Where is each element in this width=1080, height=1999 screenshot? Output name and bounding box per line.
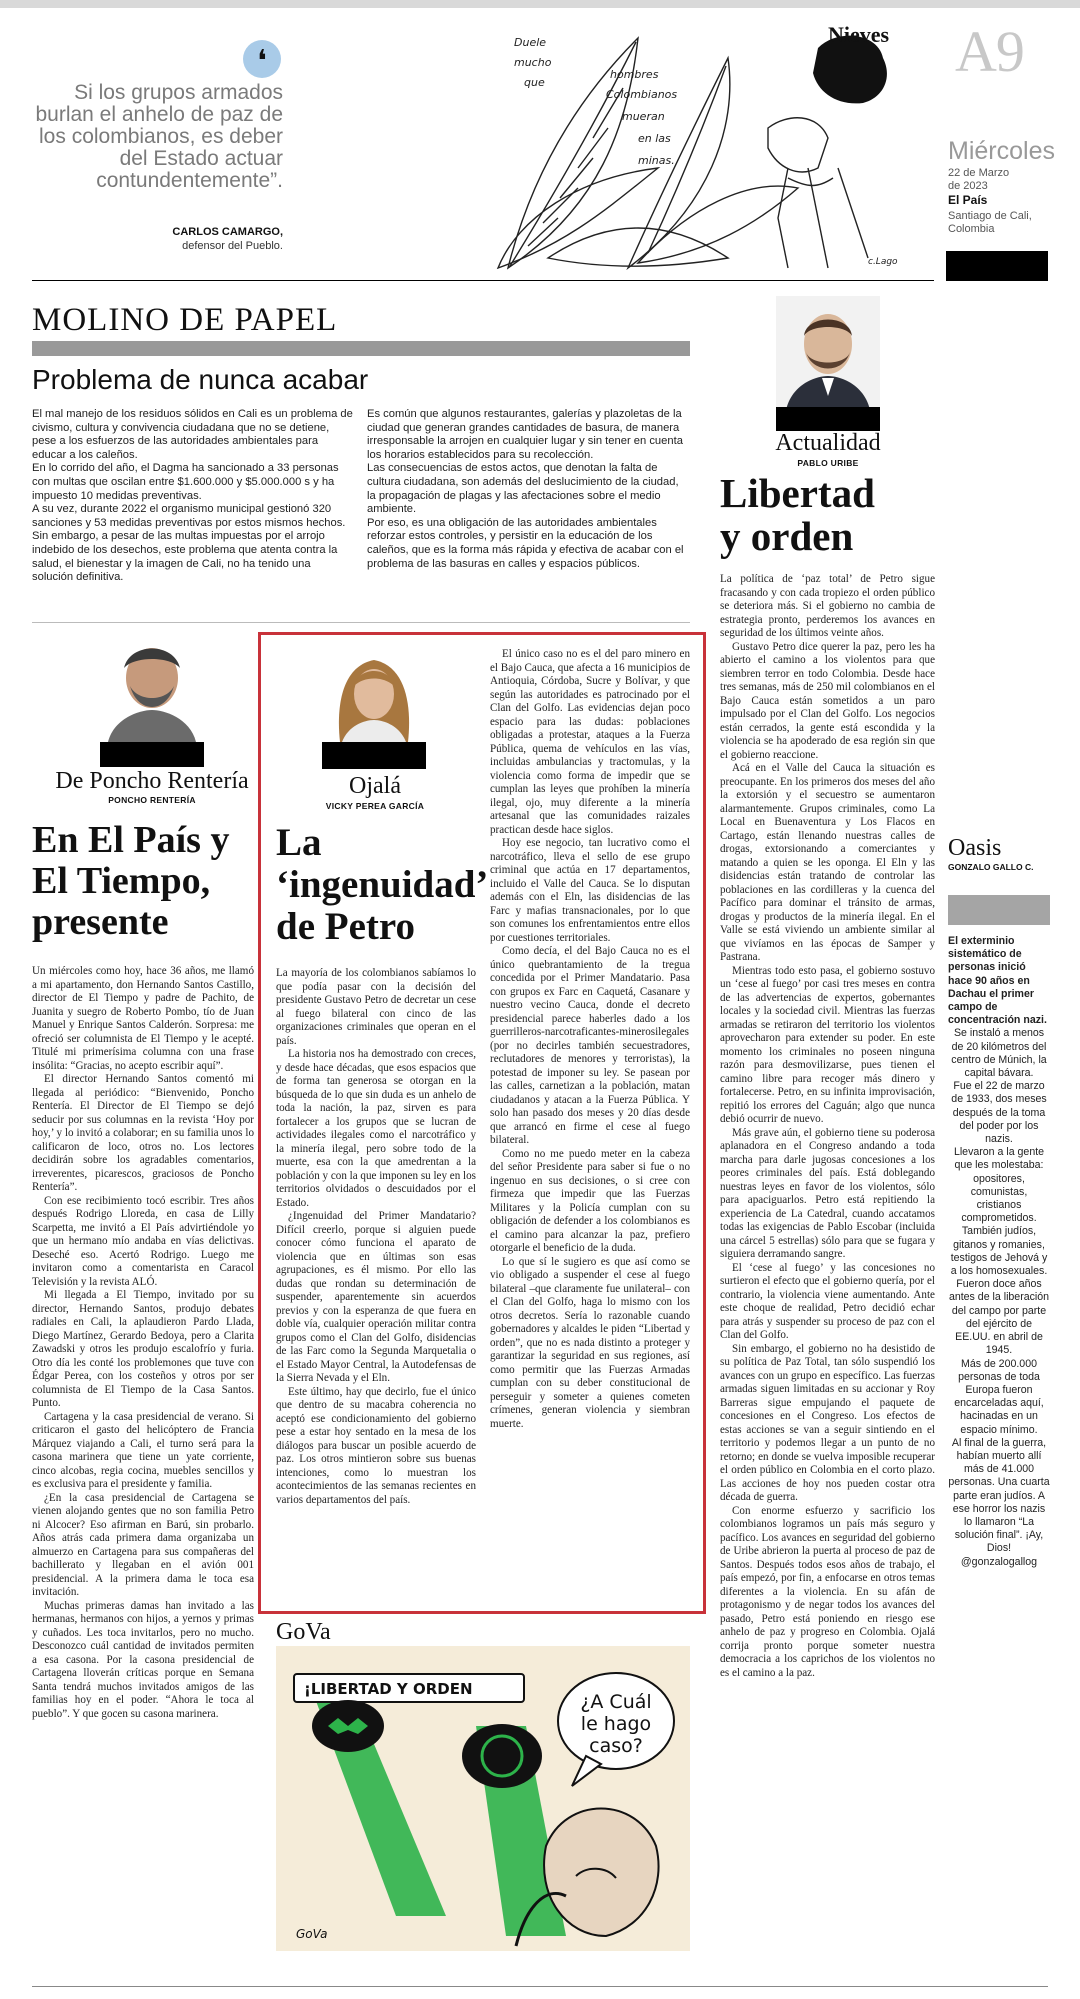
oasis-gray-bar xyxy=(948,895,1050,925)
issue-city: Santiago de Cali, xyxy=(948,210,1032,222)
cartoon-bubble-line3: caso? xyxy=(589,1735,643,1757)
cartoon-bubble-line1: ¿A Cuál xyxy=(580,1691,652,1713)
oasis-lead: El exterminio sistemático de personas inició hace 90 años en Dachau el primer campo de concentración nazi. xyxy=(948,935,1047,1027)
footer-rule xyxy=(32,1986,1048,1987)
author-photo-poncho xyxy=(100,632,204,742)
issue-day: Miércoles xyxy=(948,137,1055,165)
newspaper-name: El País xyxy=(948,193,988,207)
actualidad-p8: Con enorme esfuerzo y sacrificio los colombianos logramos un país más seguro y pacífico. Los avances en seguridad del gobierno de Uribe abrieron la puerta al proceso de paz de Santos. Después todos esos años de trabajo, el país empezó, por fin, a enfocarse en otros temas diferentes a la violencia. En su afán de protagonismo y de negar todos los avances del pasado, Petro está poniendo en riesgo ese anhelo de paz y progreso en Colombia. Ojalá corrija pronto porque someter nuestra democracia a los caprichos de los violentos no es el camino a la paz. xyxy=(720,1504,935,1679)
top-rule xyxy=(32,280,934,281)
editorial-col1-p2: En lo corrido del año, el Dagma ha sancionado a 33 personas con multas que oscilan entre $1.600.000 y $5.000.000 s y ha impuesto 10 medidas preventivas. xyxy=(32,462,339,502)
headline-poncho-line3: presente xyxy=(32,901,169,943)
headline-poncho-line1: En El País y xyxy=(32,819,230,861)
ojala-col2-p1: El único caso no es el del paro minero en el Bajo Cauca, que afecta a 16 municipios de Antioquia, Córdoba, Sucre y Bolívar, y que según las autoridades es patrocinado por el Clan del Golfo. Las evidencias dejan poco espacio para las dudas: poblaciones obligadas a protestar, ataques a la Fuerza Pública, quema de vehículos en las vías, incluidas ambulancias y tractomulas, y la violencia como forma de impedir que se cumplan las leyes que prohíben la minería ilegal, ojo, muy diferente a la minería artesanal que las comunidades raizales practican desde hace siglos. xyxy=(490,648,690,836)
cartoon-handwriting-4: hombres xyxy=(610,68,659,81)
section-title: MOLINO DE PAPEL xyxy=(32,302,338,338)
editorial-col2-p3: Por eso, es una obligación de las autoridades ambientales reforzar estos controles, y persistir en la educación de los caleños, que es la forma más rápida y efectiva de acabar con el problema de las basuras en calles y espacios públicos. xyxy=(367,516,684,570)
ojala-col2-p3: Como decía, el del Bajo Cauca no es el único quebrantamiento de la tregua concedida por el Primer Mandatario. Pasa con grupos ex Farc en Caquetá, Casanare y nuestro vecino Cauca, donde el decreto presidencial parece haberles dado a los guerrilleros-narcotraficantes-minerosilegales (por no decirles también secuestradores, reclutadores de menores y terroristas), la potestad de imponer su ley. Se pasean por las calles, carnetizan a la población, matan ciudadanos y atacan a la Fuerza Pública. Y solo han pasado dos meses y 20 días desde que arrancó en firme el cese al fuego bilateral. xyxy=(490,945,690,1146)
cartoon-handwriting-2: mucho xyxy=(514,56,552,69)
editorial-col2-p1: Es común que algunos restaurantes, galerías y plazoletas de la ciudad que generan grandes cantidades de basura, de manera irresponsable la arrojen en cualquier lugar y sin tener en cuenta los horarios establecidos para su recolección. xyxy=(367,408,683,461)
top-cartoon-illustration xyxy=(488,18,948,273)
poncho-p1: Un miércoles como hoy, hace 36 años, me llamó a mi apartamento, don Hernando Santos Castillo, director de El Tiempo y padre de Pachito, de Juanita y suegro de Roberto Pombo, tío de Juan Manuel y Enrique Santos Calderón. Sorpresa: me ofreció ser columnista de El Tiempo y le acepté. Titulé mi primerísima columna con una frase insólita: “Gracias, no acepto escribir aquí”. xyxy=(32,965,254,1072)
ojala-col2-p2: Hoy ese negocio, tan lucrativo como el narcotráfico, lleva el sello de ese grupo criminal que actúa en 17 departamentos, incluido el Valle del Cauca. Se lo disputan además con el Eln, las disidencias de las Farc y mafias transnacionales, por lo que son comunes los enfrentamientos entre ellos por cuestiones territoriales. xyxy=(490,837,690,944)
cartoon-banner: ¡LIBERTAD Y ORDEN xyxy=(304,1680,473,1698)
article-actualidad-body xyxy=(720,573,935,1680)
ojala-col2-p5: Lo que sí le sugiero es que así como se vio obligado a suspender el cese al fuego bilateral –que claramente fue unilateral– con el Clan del Golfo, haga lo mismo con los otros decretos. Sería lo razonable cuando gobernadores y alcaldes le piden “Libertad y orden”, que no es nada distinto a proteger y garantizar la seguridad en sus regiones, así como permitir que las Fuerzas Armadas cumplan con su deber constitucional de perseguir y someter a quienes cometen crímenes, generan violencia y siembran muerte. xyxy=(490,1255,690,1430)
byline-oasis: GONZALO GALLO C. xyxy=(948,862,1034,872)
quote-author: CARLOS CAMARGO, xyxy=(172,226,283,238)
photo-black-bar xyxy=(322,742,426,769)
photo-black-bar xyxy=(100,742,204,767)
editorial-bottom-rule xyxy=(32,622,690,623)
ojala-col2-p4: Como no me puedo meter en la cabeza del señor Presidente para saber si fue o no ingenuo en sus decisiones, o si cree con firmeza que impedir que las Fuerzas Militares y la Policía cumplan con su obligación de defender a los colombianos es el camino para alcanzar la paz, prefiero otorgarle el beneficio de la duda. xyxy=(490,1147,690,1254)
pull-quote: Si los grupos armados burlan el anhelo de paz de los colombianos, es deber del Estado actuar contundentemente”. xyxy=(35,81,283,192)
issue-country: Colombia xyxy=(948,223,995,235)
editorial-col2 xyxy=(367,408,690,571)
editorial-col1 xyxy=(32,408,354,585)
editorial-col2-p2: Las consecuencias de estos actos, que denotan la falta de cultura ciudadana, son además del deslucimiento de la ciudad, la propagación de plagas y las afectaciones sobre el medio ambiente. xyxy=(367,462,679,516)
gova-cartoon xyxy=(276,1646,690,1951)
cartoonist-name: Nieves xyxy=(828,22,890,47)
actualidad-p5: Más grave aún, el gobierno tiene su poderosa aplanadora en el Congreso andando a toda marcha para darle jugosas concesiones a los peores criminales del país. Está doblegando nuestras leyes en favor de los violentos, sólo para apaciguarlos. Petro está repitiendo la experiencia de La Catedral, cuando accatamos todas las exigencias de Pablo Escobar (incluida una cárcel 5 estrellas) sólo para que se fugara y siguiera derramando sangre. xyxy=(720,1126,935,1260)
column-name-ojala: Ojalá xyxy=(349,773,401,799)
issue-date-line2: de 2023 xyxy=(948,180,988,192)
headline-ojala-line1: La xyxy=(276,821,322,864)
cartoon-handwriting-5: Colombianos xyxy=(606,88,678,101)
oasis-p4: También judíos, gitanos y romanies, testigos de Jehová y a los homosexuales. xyxy=(950,1225,1048,1278)
ojala-col1-p2: La historia nos ha demostrado con creces, y desde hace décadas, que esos espacios que de forma tan generosa se otorgan en la búsqueda de lo que sin duda es un anhelo de toda la nación, la paz, sirven es para fortalecer a los grupos que se lucran de actividades ilegales como el narcotráfico y la minería ilegal, pero sobre todo de la muerte, esa con la que amedrentan a la población y con la que imponen su ley en los territorios olvidados o descuidados por el Estado. xyxy=(276,1048,476,1209)
cartoon-handwriting-7: en las xyxy=(638,132,671,145)
poncho-p7: Muchas primeras damas han invitado a las hermanas, hermanos con hijos, a yernos y primas y cuñados. Les toca invitarlos, pero no mucho. Desconozco cuál cantidad de invitados permiten a esa casona. Por la casona presidencial de Cartagena lloverán críticas porque en Semana Santa tendrá muchos invitados amigos de las familias hoy en el poder. “Ahora le toca al pueblo”. Y que gocen su casona marinera. xyxy=(32,1599,254,1720)
cartoon-handwriting-8: minas. xyxy=(638,154,675,167)
author-photo-vicky xyxy=(322,646,426,742)
oasis-p5: Fueron doce años antes de la liberación del campo por parte del ejército de EE.UU. en abril de 1945. xyxy=(948,1278,1050,1357)
headline-actualidad-line2: y orden xyxy=(720,513,854,559)
ojala-col1-p3: ¿Ingenuidad del Primer Mandatario? Difícil creerlo, porque si alguien puede conocer cómo funciona el aparato de violencia que en últimas son esas agrupaciones, es él mismo. Por ello las dudas que rondan su determinación de suspender, aparentemente sin acuerdos previos y con la esperanza de que fuera en doble vía, cualquier operación militar contra grupos como el Clan del Golfo, disidencias de las Farc como la Segunda Marquetalia o el Estado Mayor Central, la Autodefensas de la Sierra Nevada y el Eln. xyxy=(276,1210,476,1384)
poncho-p5: Cartagena y la casa presidencial de verano. Si criticaron el gasto del helicóptero de Francia Márquez viajando a Cali, el turno será para la casona marinera que tiene un yate corriente, cinco alcobas, regia cocina, muebles sencillos y es exclusiva para el presidente y familia. xyxy=(32,1410,254,1490)
cartoon-signature-gova: GoVa xyxy=(296,1927,328,1941)
column-name-actualidad: Actualidad xyxy=(775,430,881,456)
editorial-col1-p4: Sin embargo, a pesar de las multas impuestas por el arrojo indebido de los desechos, este problema que atenta contra la salud, el bienestar y la imagen de Cali, no ha tenido una solución definitiva. xyxy=(32,530,338,584)
editorial-col1-p3: A su vez, durante 2022 el organismo municipal gestionó 320 sanciones y 53 medidas preventivas por estos mismos hechos. xyxy=(32,503,346,529)
oasis-p1: Se instaló a menos de 20 kilómetros del centro de Múnich, la capital bávara. xyxy=(951,1027,1047,1080)
actualidad-p1: La política de ‘paz total’ de Petro sigue fracasando y con cada tropiezo el orden público se deteriora más. Si el gobierno no cambia de estrategia pronto, perderemos los avances en seguridad de los últimos veinte años. xyxy=(720,573,935,639)
column-name-oasis: Oasis xyxy=(948,835,1002,861)
cartoon-signature: c.Lago xyxy=(868,257,898,267)
oasis-p3: Llevaron a la gente que les molestaba: opositores, comunistas, cristianos comprometidos. xyxy=(953,1146,1045,1225)
cartoon-handwriting-6: mueran xyxy=(622,110,665,123)
quote-author-role: defensor del Pueblo. xyxy=(182,240,283,252)
oasis-p6: Más de 200.000 personas de toda Europa fueron encarceladas aquí, hacinadas en un espacio mínimo. xyxy=(954,1357,1044,1436)
page-number: A9 xyxy=(955,19,1024,84)
section-band xyxy=(32,341,690,356)
poncho-p4: Mi llegada a El Tiempo, invitado por su director, Hernando Santos, produjo debates radiales en Cali, la aplaudieron Pardo Llada, Diego Martínez, Gerardo Bedoya, pero a Clarita Zawadski y otros les produjo escalofrío y furia. Otro día les conté los problemones que tuve con Édgar Perea, con los costeños y otros por ser columnista de El Tiempo de la Casa Santos. Punto. xyxy=(32,1289,254,1409)
editorial-col1-p1: El mal manejo de los residuos sólidos en Cali es un problema de civismo, cultura y convivencia ciudadana que no se detiene, pese a los esfuerzos de las autoridades ambientales para educar a los caleños. xyxy=(32,408,353,461)
byline-poncho: PONCHO RENTERÍA xyxy=(108,795,196,805)
article-poncho-body xyxy=(32,965,254,1721)
article-ojala-col2 xyxy=(490,648,690,1431)
actualidad-p6: El ‘cese al fuego’ y las concesiones no surtieron el efecto que el gobierno quería, por el contrario, la violencia viene aumentando. Ante este choque de realidad, Petro decidió echar para atrás y suspender su proceso de paz con el Clan del Golfo. xyxy=(720,1261,935,1341)
byline-ojala: VICKY PEREA GARCÍA xyxy=(325,801,425,811)
info-black-bar xyxy=(946,251,1048,281)
actualidad-p3: Acá en el Valle del Cauca la situación es preocupante. En los primeros dos meses del año la extorsión y el secuestro se aumentaron alarmantemente. Grupos criminales, como La Local en Buenaventura y Los Flacos en Cartago, están llenando nuestras calles de drogas, extorsionando a comerciantes y matando a quien se les oponga. El Eln y las disidencias están tratando de controlar las poblaciones en las cordilleras y la cuenca del Pacífico para dominar el tránsito de armas, drogas y productos de la minería ilegal. En el Valle se está viviendo un ambiente similar al que vivíamos en las épocas de Samper y Pastrana. xyxy=(720,762,935,963)
headline-ojala-line2: ‘ingenuidad’ xyxy=(276,863,489,906)
cartoon-bubble-line2: le hago xyxy=(580,1713,652,1735)
column-name-poncho: De Poncho Rentería xyxy=(55,768,249,794)
headline-ojala-line3: de Petro xyxy=(276,905,415,948)
byline-actualidad: PABLO URIBE xyxy=(797,458,859,468)
issue-date-line1: 22 de Marzo xyxy=(948,167,1010,179)
poncho-p6: ¿En la casa presidencial de Cartagena se vienen alojando gentes que no son familia Petro ni Alcocer? Eso afirman en Barú, sin probarlo. Años atrás cada primera dama organizaba un almuerzo en Cartagena para sus compañeras del bachillerato y llegaban en el avión 001 presidencial. A la primera dama le toca esa invitación. xyxy=(32,1491,254,1598)
cartoon-handwriting-3: que xyxy=(524,76,545,89)
oasis-body xyxy=(948,935,1050,1569)
author-photo-pablo-uribe xyxy=(776,296,880,410)
oasis-p7: Al final de la guerra, habían muerto allí más de 41.000 personas. Una cuarta parte eran judíos. A ese horror los nazis lo llamaron “La solución final”. ¡Ay, Dios! @gonzalogallog xyxy=(948,1436,1050,1568)
ojala-col1-p1: La mayoría de los colombianos sabíamos lo que podía pasar con la decisión del presidente Gustavo Petro de decretar un cese al fuego bilateral con cinco de las organizaciones criminales que operan en el país. xyxy=(276,967,476,1047)
actualidad-p2: Gustavo Petro dice querer la paz, pero les ha abierto el camino a los violentos para que siembren terror en todo Colombia. Desde hace tres semanas, más de 250 mil colombianos en el Bajo Cauca están sometidos a un paro impulsado por el Clan del Golfo. Los negocios están cerrados, la gente está escondida y la violencia se ha apoderado de esa región sin que el gobierno reaccione. xyxy=(720,640,935,761)
actualidad-p7: Sin embargo, el gobierno no ha desistido de su política de Paz Total, tan sólo suspendió los avances con un grupo en específico. Las fuerzas armadas siguen limitadas en su accionar y Roy Barreras sigue empujando el paquete de concesiones en el Congreso. Los efectos de estas acciones se van a seguir sintiendo en el territorio y podemos llegar a un punto de no retorno; en donde se vuelva imposible recuperar el orden público en Colombia en el corto plazo. Las acciones de hoy nos pueden costar otra década de guerra. xyxy=(720,1342,935,1503)
headline-actualidad-line1: Libertad xyxy=(720,470,875,516)
cartoon-handwriting-1: Duele xyxy=(514,36,547,49)
oasis-p2: Fue el 22 de marzo de 1933, dos meses después de la toma del poder por los nazis. xyxy=(951,1080,1047,1146)
page-top-bar xyxy=(0,0,1080,8)
article-ojala-col1 xyxy=(276,967,476,1507)
quote-mark-icon: ❛ xyxy=(243,40,281,78)
ojala-col1-p4: Este último, hay que decirlo, fue el único que dentro de su macabra coherencia no aceptó ese condicionamiento del gobierno pese a estar hoy sentado en la mesa de los diálogos para buscar un posible acuerdo de paz. Los otros mintieron sobre sus buenas intenciones, como lo muestran los acontecimientos de las semanas recientes en varios departamentos del país. xyxy=(276,1385,476,1506)
poncho-p2: El director Hernando Santos comentó mi llegada al periódico: “Bienvenido, Poncho Rentería. El Director de El Tiempo se dejó seducir por sus columnas en la revista ‘Hoy por hoy,’ y lo invitó a colaborar; en su familia unos lo calificaron de loco, otros no. Los lectores decidirán sobre los agradables comentarios, irreverentes, picarescos, graciosos de Poncho Rentería”. xyxy=(32,1073,254,1193)
cartoon-title-gova: GoVa xyxy=(276,1619,331,1645)
editorial-headline: Problema de nunca acabar xyxy=(32,364,369,395)
poncho-p3: Con ese recibimiento tocó escribir. Tres años después Rodrigo Lloreda, en casa de Lilly Scarpetta, me invitó a El País advirtiéndole yo que un hermano mío andaba en vías delictivas. Deseché eso. Acertó Rodrigo. Luego me invitaron como a comentarista en Caracol Televisión y la revista ALÓ. xyxy=(32,1194,254,1288)
headline-poncho-line2: El Tiempo, xyxy=(32,860,211,902)
photo-black-bar xyxy=(776,407,880,431)
actualidad-p4: Mientras todo esto pasa, el gobierno sostuvo un ‘cese al fuego’ por casi tres meses en contra de las advertencias de expertos, gobernantes locales y la sociedad civil. Mientras las fuerzas armadas se retiraron del territorio los violentos aprovecharon para extender su poder. En este momento los criminales no poseen ninguna razón para desmovilizarse, pues tienen el camino libre para recoger más dinero y fortalecerse. Petro, en su infinita improvisación, repitió los errores del Caguán; algo que nunca debió ocurrir de nuevo. xyxy=(720,964,935,1125)
